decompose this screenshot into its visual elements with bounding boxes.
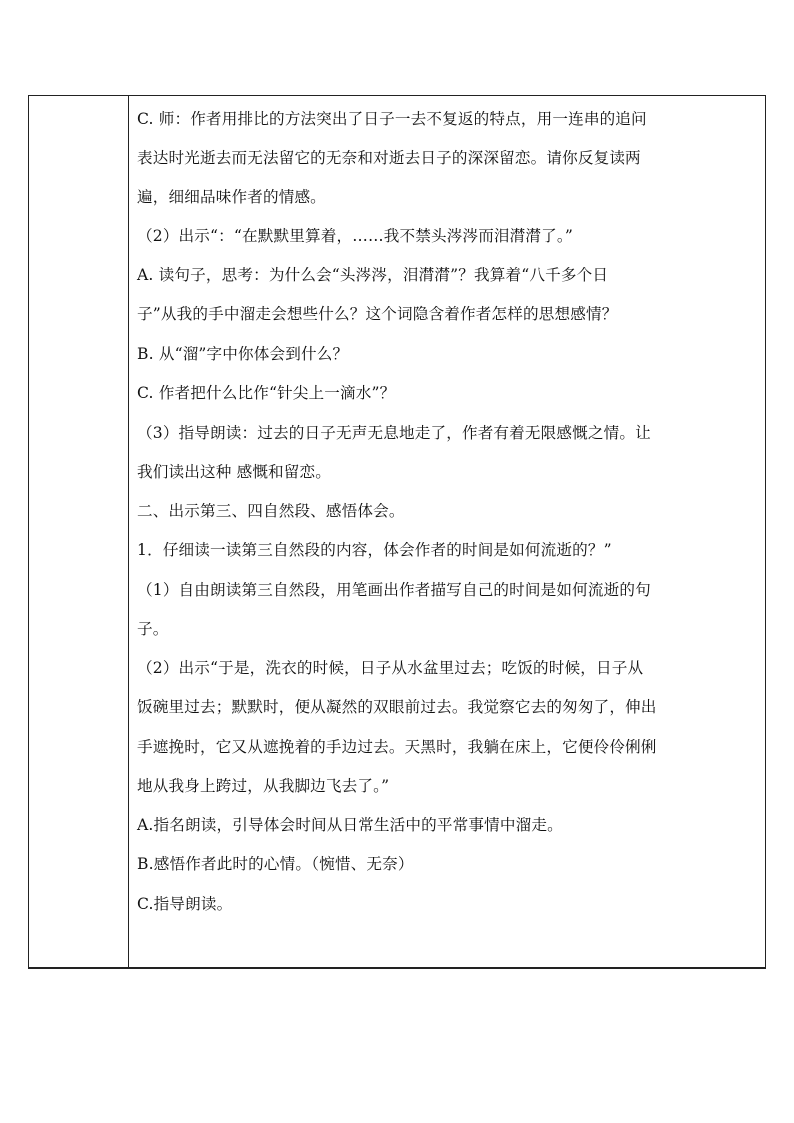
- text-line: 饭碗里过去；默默时，便从凝然的双眼前过去。我觉察它去的匆匆了，伸出: [137, 698, 657, 716]
- text-line: （1）自由朗读第三自然段，用笔画出作者描写自己的时间是如何流逝的句: [137, 581, 651, 599]
- text-line: C.指导朗读。: [137, 895, 233, 913]
- text-line: A. 读句子，思考：为什么会“头涔涔，泪潸潸”？我算着“八千多个日: [137, 266, 609, 284]
- text-line: 我们读出这种 感慨和留恋。: [137, 463, 332, 481]
- text-line: 遍，细细品味作者的情感。: [137, 188, 326, 206]
- text-line: 地从我身上跨过，从我脚边飞去了。”: [137, 777, 390, 795]
- text-line: 手遮挽时，它又从遮挽着的手边过去。天黑时，我躺在床上，它便伶伶俐俐: [137, 738, 657, 756]
- text-line: 表达时光逝去而无法留它的无奈和对逝去日子的深深留恋。请你反复读两: [137, 149, 641, 167]
- text-line: 子。: [137, 620, 169, 638]
- text-line: （2）出示“于是，洗衣的时候，日子从水盆里过去；吃饭的时候，日子从: [137, 659, 644, 677]
- text-line: 1．仔细读一读第三自然段的内容，体会作者的时间是如何流逝的？”: [137, 541, 612, 559]
- text-line: C. 作者把什么比作“针尖上一滴水”？: [137, 384, 396, 402]
- text-line: 子”从我的手中溜走会想些什么？这个词隐含着作者怎样的思想感情？: [137, 305, 618, 323]
- lesson-plan-table: [28, 95, 766, 969]
- text-line: （3）指导朗读：过去的日子无声无息地走了，作者有着无限感慨之情。让: [137, 424, 651, 442]
- left-column-cell: [29, 96, 129, 967]
- text-line: B.感悟作者此时的心情。（惋惜、无奈）: [137, 855, 414, 873]
- text-line: B. 从“溜”字中你体会到什么？: [137, 345, 349, 363]
- text-line: （2）出示“：“在默默里算着，……我不禁头涔涔而泪潸潸了。”: [137, 227, 573, 245]
- text-line: C. 师：作者用排比的方法突出了日子一去不复返的特点，用一连串的追问: [137, 110, 647, 128]
- text-line: A.指名朗读，引导体会时间从日常生活中的平常事情中溜走。: [137, 816, 563, 834]
- section-heading: 二、出示第三、四自然段、感悟体会。: [137, 502, 405, 520]
